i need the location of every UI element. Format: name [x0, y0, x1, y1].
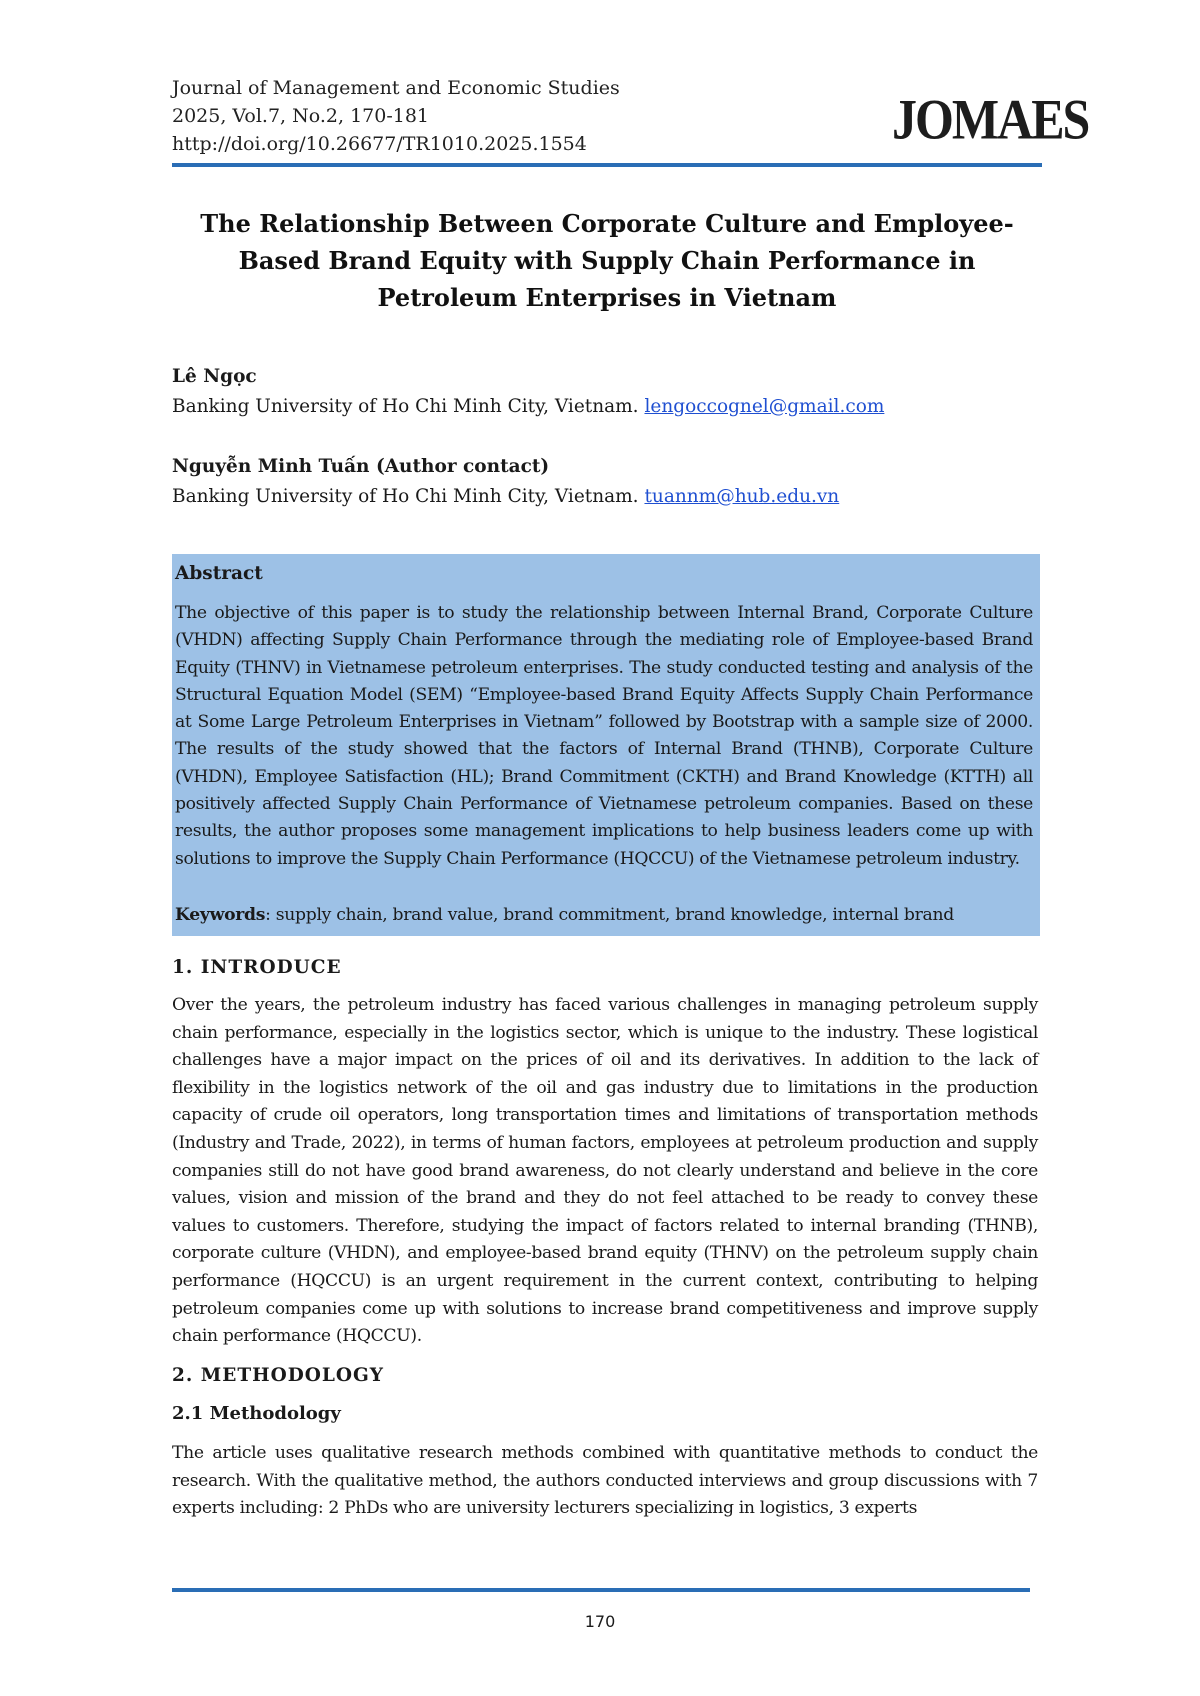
methodology-paragraph: The article uses qualitative research methods combined with quantitative methods to conduct the research. With the qualitative method, the authors conducted interviews and group discussions with 7 experts including: 2 PhDs who are university lecturers specializing in logistics, 3 experts: [172, 1443, 1038, 1519]
journal-logo: JOMAES: [892, 86, 1089, 152]
journal-info: [172, 74, 620, 158]
abstract-text: The objective of this paper is to study the relationship between Internal Brand, Corporate Culture (VHDN) affecting Supply Chain Performance through the mediating role of Employee-based Brand Equity (THNV) in Vietnamese petroleum enterprises. The study conducted testing and analysis of the Structural Equation Model (SEM) “Employee-based Brand Equity Affects Supply Chain Performance at Some Large Petroleum Enterprises in Vietnam” followed by Bootstrap with a sample size of 2000. The results of the study showed that the factors of Internal Brand (THNB), Corporate Culture (VHDN), Employee Satisfaction (HL); Brand Commitment (CKTH) and Brand Knowledge (KTTH) all positively affected Supply Chain Performance of Vietnamese petroleum companies. Based on these results, the author proposes some management implications to help business leaders come up with solutions to improve the Supply Chain Performance (HQCCU) of the Vietnamese petroleum industry.: [175, 603, 1033, 869]
keywords-line: [175, 901, 1035, 929]
page-number: 170: [584, 1612, 616, 1631]
section-heading-introduce: 1. INTRODUCE: [172, 957, 342, 978]
author-affiliation: [172, 392, 1042, 422]
keywords-list: : supply chain, brand value, brand commitment, brand knowledge, internal brand: [265, 905, 954, 925]
journal-header: [172, 74, 1089, 166]
paper-title: The Relationship Between Corporate Culture and Employee-Based Brand Equity with Supply Chain Performance in Petroleum Enterprises in Vietnam: [200, 209, 1014, 312]
journal-volume: 2025, Vol.7, No.2, 170-181: [172, 105, 430, 127]
author-name: Lê Ngọc: [172, 366, 257, 387]
journal-name: Journal of Management and Economic Studies: [172, 77, 620, 99]
author-email-link[interactable]: lengoccognel@gmail.com: [644, 396, 885, 417]
header-divider: [172, 163, 1042, 167]
abstract-heading: Abstract: [175, 563, 263, 584]
introduce-paragraph: Over the years, the petroleum industry has faced various challenges in managing petroleum supply chain performance, especially in the logistics sector, which is unique to the industry. These logistical challenges have a major impact on the prices of oil and its derivatives. In addition to the lack of flexibility in the logistics network of the oil and gas industry due to limitations in the production capacity of crude oil operators, long transportation times and limitations of transportation methods (Industry and Trade, 2022), in terms of human factors, employees at petroleum production and supply companies still do not have good brand awareness, do not clearly understand and believe in the core values, vision and mission of the brand and they do not feel attached to be ready to convey these values to customers. Therefore, studying the impact of factors related to internal branding (THNB), corporate culture (VHDN), and employee-based brand equity (THNV) on the petroleum supply chain performance (HQCCU) is an urgent requirement in the current context, contributing to helping petroleum companies come up with solutions to increase brand competitiveness and improve supply chain performance (HQCCU).: [172, 995, 1038, 1347]
affiliation-text: Banking University of Ho Chi Minh City, Vietnam.: [172, 486, 639, 507]
section-heading-methodology: 2. METHODOLOGY: [172, 1365, 384, 1386]
author-block: [172, 452, 1042, 512]
author-email-link[interactable]: tuannm@hub.edu.vn: [644, 486, 840, 507]
footer-divider: [172, 1588, 1030, 1592]
author-name: Nguyễn Minh Tuấn (Author contact): [172, 456, 550, 477]
author-affiliation: [172, 482, 1042, 512]
abstract-box: [172, 554, 1040, 936]
keywords-label: Keywords: [175, 905, 266, 925]
affiliation-text: Banking University of Ho Chi Minh City, Vietnam.: [172, 396, 639, 417]
journal-doi[interactable]: http://doi.org/10.26677/TR1010.2025.1554: [172, 133, 587, 155]
author-block: [172, 362, 1042, 422]
subsection-heading-methodology: 2.1 Methodology: [172, 1403, 341, 1424]
